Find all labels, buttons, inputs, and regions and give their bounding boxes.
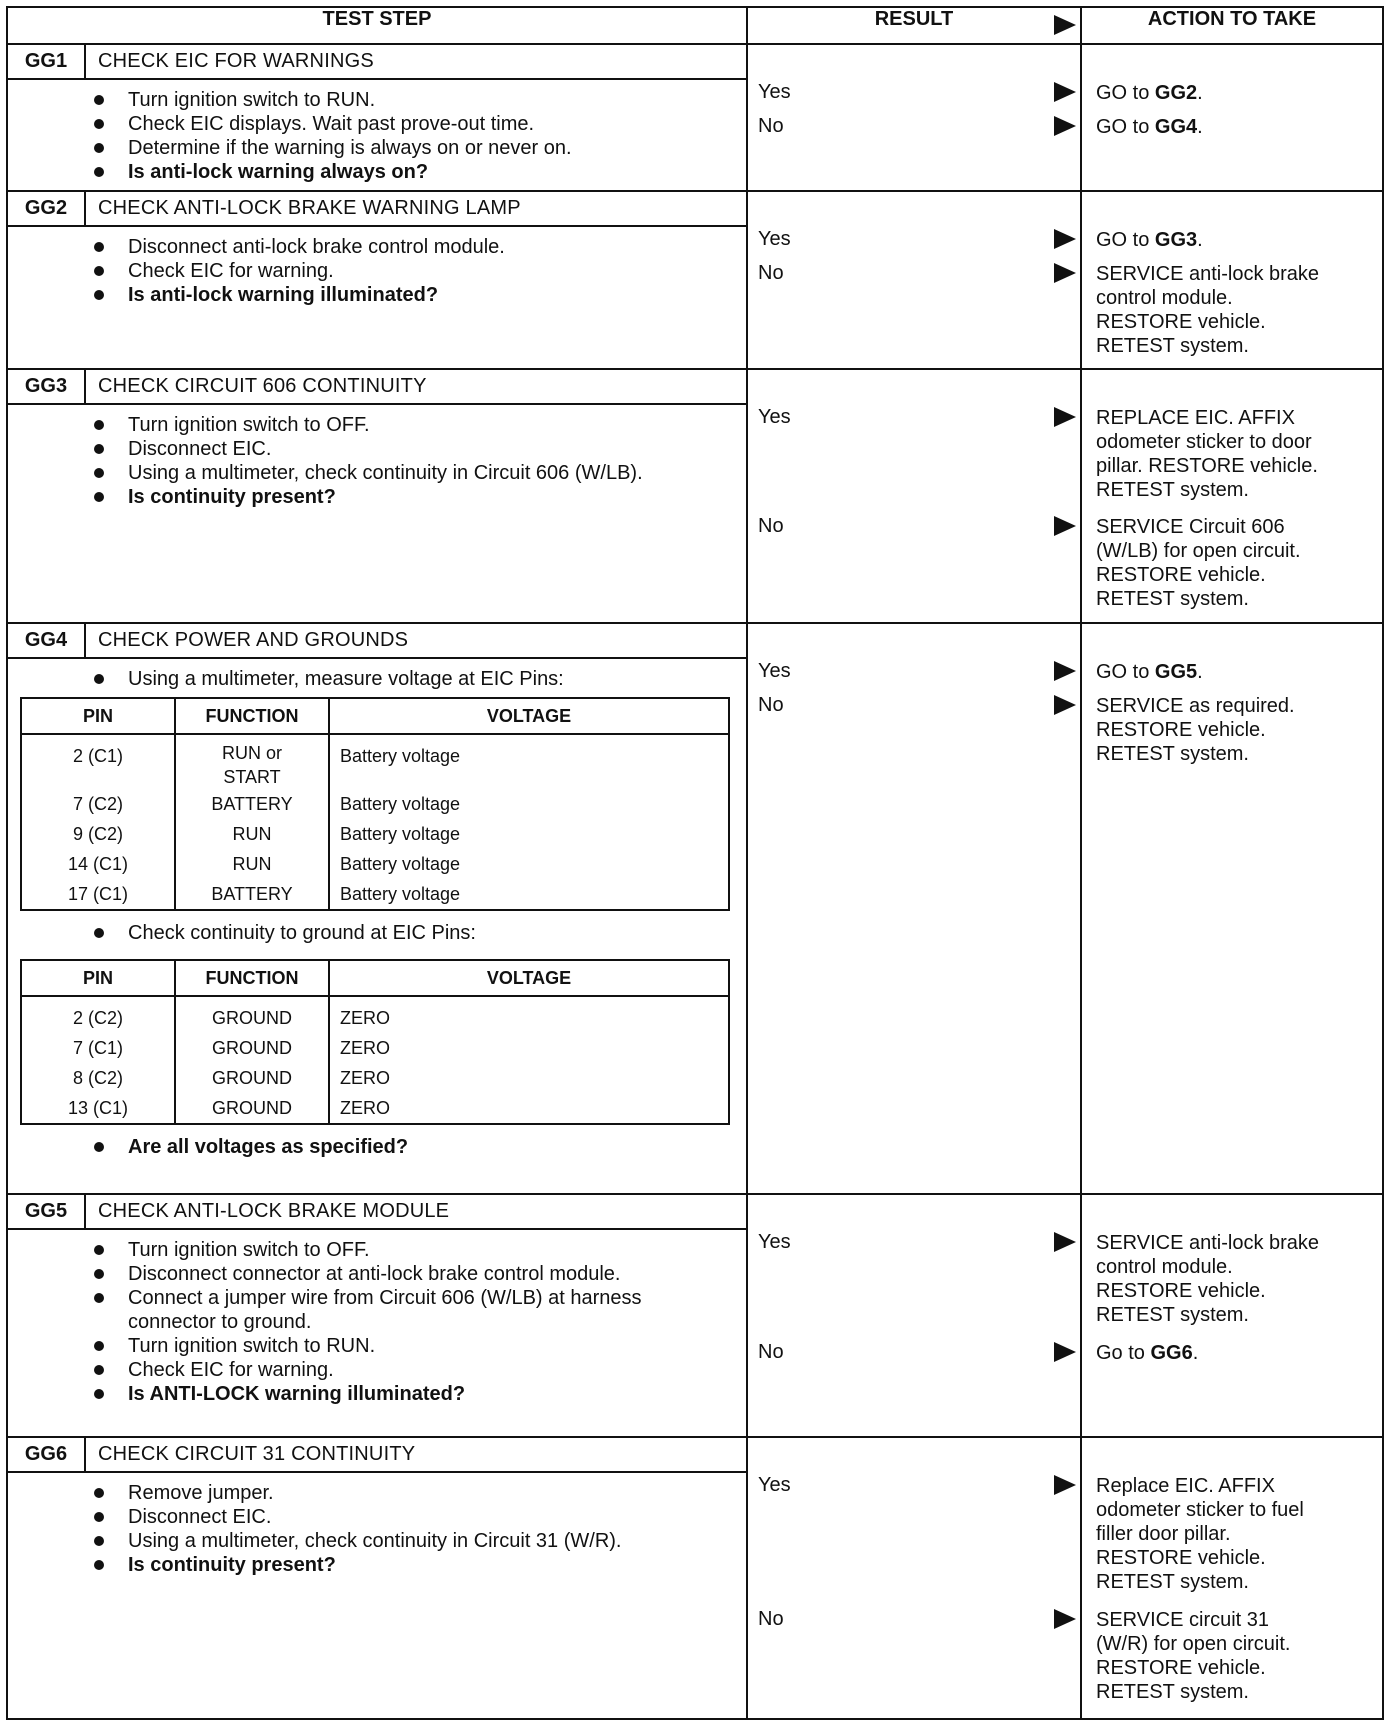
step-question: Is anti-lock warning always on? xyxy=(84,160,738,184)
step-item: Disconnect EIC. xyxy=(84,437,738,461)
arrow-right-icon xyxy=(1054,516,1076,536)
step-item: Disconnect connector at anti-lock brake control module. xyxy=(84,1262,738,1286)
step-name: CHECK CIRCUIT 31 CONTINUITY xyxy=(98,1443,416,1465)
action-step-ref: GG5 xyxy=(1154,661,1198,683)
result-label: No xyxy=(758,515,784,537)
action-cell xyxy=(1081,1437,1383,1719)
action-line: (W/LB) for open circuit. xyxy=(1096,540,1301,562)
pin-cell: 7 (C1) xyxy=(21,1033,175,1063)
arrow-right-icon xyxy=(1054,263,1076,283)
result-no xyxy=(758,515,1080,541)
arrow-right-icon xyxy=(1054,116,1076,136)
arrow-right-icon xyxy=(1054,1609,1076,1629)
voltage-header: VOLTAGE xyxy=(329,698,729,734)
pin-cell: 14 (C1) xyxy=(21,849,175,879)
step-item: Turn ignition switch to RUN. xyxy=(84,1334,738,1358)
voltage-cell: Battery voltage xyxy=(329,819,729,849)
result-no xyxy=(758,115,1080,141)
action-no xyxy=(1096,1341,1376,1365)
step-items xyxy=(8,227,746,313)
result-cell xyxy=(747,191,1081,369)
action-line: pillar. RESTORE vehicle. xyxy=(1096,455,1318,477)
function-cell: BATTERY xyxy=(175,879,329,910)
action-text: . xyxy=(1197,661,1203,683)
voltage-cell: ZERO xyxy=(329,996,729,1033)
voltage-cell: Battery voltage xyxy=(329,789,729,819)
step-question: Is ANTI-LOCK warning illuminated? xyxy=(84,1382,738,1406)
action-text: GO to xyxy=(1096,661,1155,683)
step-item: Connect a jumper wire from Circuit 606 (W/LB) at harness connector to ground. xyxy=(84,1286,738,1334)
step-title-bar xyxy=(8,1195,746,1230)
function-cell: GROUND xyxy=(175,1063,329,1093)
step-question: Are all voltages as specified? xyxy=(84,1135,746,1159)
action-step-ref: GG4 xyxy=(1154,116,1198,138)
action-text: . xyxy=(1197,82,1203,104)
step-title-bar xyxy=(8,192,746,227)
function-cell: GROUND xyxy=(175,1033,329,1063)
result-label: Yes xyxy=(758,228,791,250)
action-yes xyxy=(1096,1474,1376,1594)
table-row xyxy=(21,1033,729,1063)
arrow-right-icon xyxy=(1054,1232,1076,1252)
step-row-gg6 xyxy=(7,1437,1383,1719)
action-no xyxy=(1096,694,1376,766)
header-result xyxy=(747,7,1081,44)
table-row xyxy=(21,849,729,879)
step-row-gg4 xyxy=(7,623,1383,1194)
action-step-ref: GG6 xyxy=(1150,1342,1193,1364)
function-cell: RUN xyxy=(175,819,329,849)
action-no xyxy=(1096,115,1376,139)
result-label: No xyxy=(758,1608,784,1630)
step-item: Turn ignition switch to OFF. xyxy=(84,1238,738,1262)
action-line: RESTORE vehicle. xyxy=(1096,1657,1266,1679)
action-cell xyxy=(1081,1194,1383,1437)
function-cell: RUN xyxy=(175,849,329,879)
step-id: GG3 xyxy=(8,370,86,403)
step-name: CHECK CIRCUIT 606 CONTINUITY xyxy=(98,375,427,397)
step-item: Using a multimeter, measure voltage at EIC Pins: xyxy=(84,667,746,691)
table-header-row xyxy=(7,7,1383,44)
result-cell xyxy=(747,369,1081,623)
action-line: RETEST system. xyxy=(1096,479,1249,501)
action-line: SERVICE Circuit 606 xyxy=(1096,516,1285,538)
function-line: RUN or xyxy=(221,743,282,763)
voltage-cell: Battery voltage xyxy=(329,734,729,789)
step-name: CHECK POWER AND GROUNDS xyxy=(98,629,409,651)
result-label: Yes xyxy=(758,81,791,103)
pin-cell: 9 (C2) xyxy=(21,819,175,849)
step-items xyxy=(8,80,746,190)
action-line: odometer sticker to door xyxy=(1096,431,1312,453)
action-line: RETEST system. xyxy=(1096,335,1249,357)
action-line: control module. xyxy=(1096,1256,1233,1278)
result-label: Yes xyxy=(758,1231,791,1253)
header-action: ACTION TO TAKE xyxy=(1081,7,1383,44)
header-test-step: TEST STEP xyxy=(7,7,747,44)
action-text: . xyxy=(1197,229,1203,251)
voltage-cell: ZERO xyxy=(329,1063,729,1093)
diagnostic-document xyxy=(6,6,1382,1720)
table-row xyxy=(21,789,729,819)
pin-header: PIN xyxy=(21,960,175,996)
action-yes xyxy=(1096,81,1376,105)
action-cell xyxy=(1081,369,1383,623)
action-text: . xyxy=(1192,1342,1199,1364)
action-line: RETEST system. xyxy=(1096,1571,1249,1593)
action-step-ref: GG2 xyxy=(1154,82,1198,104)
result-label: Yes xyxy=(758,660,791,682)
step-item: Check EIC for warning. xyxy=(84,259,738,283)
pin-cell: 2 (C2) xyxy=(21,996,175,1033)
step-cell xyxy=(7,1194,747,1437)
action-line: RETEST system. xyxy=(1096,743,1249,765)
function-cell: GROUND xyxy=(175,996,329,1033)
voltage-cell: ZERO xyxy=(329,1093,729,1124)
result-cell xyxy=(747,1194,1081,1437)
action-cell xyxy=(1081,44,1383,191)
table-row xyxy=(21,1063,729,1093)
step-id: GG1 xyxy=(8,45,86,78)
action-line: RETEST system. xyxy=(1096,1304,1249,1326)
result-label: No xyxy=(758,115,784,137)
action-yes xyxy=(1096,406,1376,502)
result-cell xyxy=(747,623,1081,1194)
function-header: FUNCTION xyxy=(175,960,329,996)
step-items xyxy=(8,1230,746,1412)
step-id: GG2 xyxy=(8,192,86,225)
pin-cell: 13 (C1) xyxy=(21,1093,175,1124)
step-title-bar xyxy=(8,1438,746,1473)
action-line: SERVICE circuit 31 xyxy=(1096,1609,1270,1631)
action-line: RESTORE vehicle. xyxy=(1096,1547,1266,1569)
arrow-right-icon xyxy=(1054,661,1076,681)
result-yes xyxy=(758,406,1080,432)
table-row xyxy=(21,879,729,910)
step-item: Turn ignition switch to RUN. xyxy=(84,88,738,112)
action-line: SERVICE as required. xyxy=(1096,695,1295,717)
step-item: Using a multimeter, check continuity in Circuit 31 (W/R). xyxy=(84,1529,738,1553)
voltage-cell: ZERO xyxy=(329,1033,729,1063)
function-cell xyxy=(175,734,329,789)
action-line: (W/R) for open circuit. xyxy=(1096,1633,1291,1655)
step-items xyxy=(8,405,746,515)
step-item: Using a multimeter, check continuity in Circuit 606 (W/LB). xyxy=(84,461,738,485)
result-no xyxy=(758,262,1080,288)
header-result-label: RESULT xyxy=(874,8,954,30)
step-item: Disconnect EIC. xyxy=(84,1505,738,1529)
step-name: CHECK ANTI-LOCK BRAKE WARNING LAMP xyxy=(98,197,521,219)
step-title-bar xyxy=(8,45,746,80)
result-label: Yes xyxy=(758,406,791,428)
test-step-table xyxy=(6,6,1384,1720)
action-text: . xyxy=(1197,116,1203,138)
action-line: Replace EIC. AFFIX xyxy=(1096,1475,1275,1497)
action-text: Go to xyxy=(1096,1342,1151,1364)
voltage-pin-table xyxy=(20,697,730,911)
result-label: No xyxy=(758,1341,784,1363)
result-cell xyxy=(747,44,1081,191)
action-cell xyxy=(1081,191,1383,369)
pin-table-header xyxy=(21,960,729,996)
action-line: RESTORE vehicle. xyxy=(1096,564,1266,586)
result-label: No xyxy=(758,262,784,284)
step-cell xyxy=(7,623,747,1194)
step-row-gg1 xyxy=(7,44,1383,191)
action-line: RESTORE vehicle. xyxy=(1096,1280,1266,1302)
action-line: RETEST system. xyxy=(1096,588,1249,610)
function-cell: GROUND xyxy=(175,1093,329,1124)
action-line: REPLACE EIC. AFFIX xyxy=(1096,407,1295,429)
step-item: Check continuity to ground at EIC Pins: xyxy=(84,921,746,945)
step-name: CHECK ANTI-LOCK BRAKE MODULE xyxy=(98,1200,450,1222)
step-title-bar xyxy=(8,370,746,405)
pin-cell: 7 (C2) xyxy=(21,789,175,819)
result-label: No xyxy=(758,694,784,716)
result-yes xyxy=(758,660,1080,686)
action-text: GO to xyxy=(1096,116,1155,138)
action-no xyxy=(1096,1608,1376,1704)
step-cell xyxy=(7,369,747,623)
action-no xyxy=(1096,262,1376,358)
result-cell xyxy=(747,1437,1081,1719)
action-line: RESTORE vehicle. xyxy=(1096,719,1266,741)
step-row-gg5 xyxy=(7,1194,1383,1437)
step-name: CHECK EIC FOR WARNINGS xyxy=(98,50,374,72)
voltage-header: VOLTAGE xyxy=(329,960,729,996)
arrow-right-icon xyxy=(1054,15,1076,35)
action-line: RETEST system. xyxy=(1096,1681,1249,1703)
action-line: control module. xyxy=(1096,287,1233,309)
function-header: FUNCTION xyxy=(175,698,329,734)
action-yes xyxy=(1096,1231,1376,1327)
result-no xyxy=(758,694,1080,720)
function-line: START xyxy=(223,767,281,787)
ground-pin-table xyxy=(20,959,730,1125)
arrow-right-icon xyxy=(1054,407,1076,427)
result-yes xyxy=(758,81,1080,107)
step-id: GG4 xyxy=(8,624,86,657)
action-step-ref: GG3 xyxy=(1154,229,1198,251)
action-cell xyxy=(1081,623,1383,1194)
action-line: SERVICE anti-lock brake xyxy=(1096,1232,1320,1254)
action-yes xyxy=(1096,660,1376,684)
step-row-gg3 xyxy=(7,369,1383,623)
table-row xyxy=(21,1093,729,1124)
action-text: GO to xyxy=(1096,229,1155,251)
result-yes xyxy=(758,228,1080,254)
step-item: Disconnect anti-lock brake control module. xyxy=(84,235,738,259)
action-line: RESTORE vehicle. xyxy=(1096,311,1266,333)
step-cell xyxy=(7,1437,747,1719)
pin-cell: 2 (C1) xyxy=(21,734,175,789)
action-line: odometer sticker to fuel xyxy=(1096,1499,1304,1521)
result-label: Yes xyxy=(758,1474,791,1496)
step-question: Is continuity present? xyxy=(84,1553,738,1577)
step-item: Determine if the warning is always on or never on. xyxy=(84,136,738,160)
step-item: Check EIC for warning. xyxy=(84,1358,738,1382)
table-row xyxy=(21,734,729,789)
pin-table-header xyxy=(21,698,729,734)
step-cell xyxy=(7,44,747,191)
arrow-right-icon xyxy=(1054,1342,1076,1362)
function-cell: BATTERY xyxy=(175,789,329,819)
step-question: Is continuity present? xyxy=(84,485,738,509)
arrow-right-icon xyxy=(1054,229,1076,249)
arrow-right-icon xyxy=(1054,1475,1076,1495)
action-no xyxy=(1096,515,1376,611)
table-row xyxy=(21,996,729,1033)
action-line: SERVICE anti-lock brake xyxy=(1096,263,1320,285)
result-yes xyxy=(758,1474,1080,1500)
voltage-cell: Battery voltage xyxy=(329,879,729,910)
arrow-right-icon xyxy=(1054,695,1076,715)
pin-header: PIN xyxy=(21,698,175,734)
arrow-right-icon xyxy=(1054,82,1076,102)
pin-cell: 8 (C2) xyxy=(21,1063,175,1093)
step-item: Turn ignition switch to OFF. xyxy=(84,413,738,437)
pin-cell: 17 (C1) xyxy=(21,879,175,910)
step-item: Check EIC displays. Wait past prove-out time. xyxy=(84,112,738,136)
step-title-bar xyxy=(8,624,746,659)
voltage-cell: Battery voltage xyxy=(329,849,729,879)
step-cell xyxy=(7,191,747,369)
step-row-gg2 xyxy=(7,191,1383,369)
action-yes xyxy=(1096,228,1376,252)
step-item: Remove jumper. xyxy=(84,1481,738,1505)
step-id: GG5 xyxy=(8,1195,86,1228)
result-no xyxy=(758,1341,1080,1367)
step-items xyxy=(8,1473,746,1583)
step-question: Is anti-lock warning illuminated? xyxy=(84,283,738,307)
step-id: GG6 xyxy=(8,1438,86,1471)
action-line: filler door pillar. xyxy=(1096,1523,1231,1545)
result-yes xyxy=(758,1231,1080,1257)
result-no xyxy=(758,1608,1080,1634)
action-text: GO to xyxy=(1096,82,1155,104)
table-row xyxy=(21,819,729,849)
